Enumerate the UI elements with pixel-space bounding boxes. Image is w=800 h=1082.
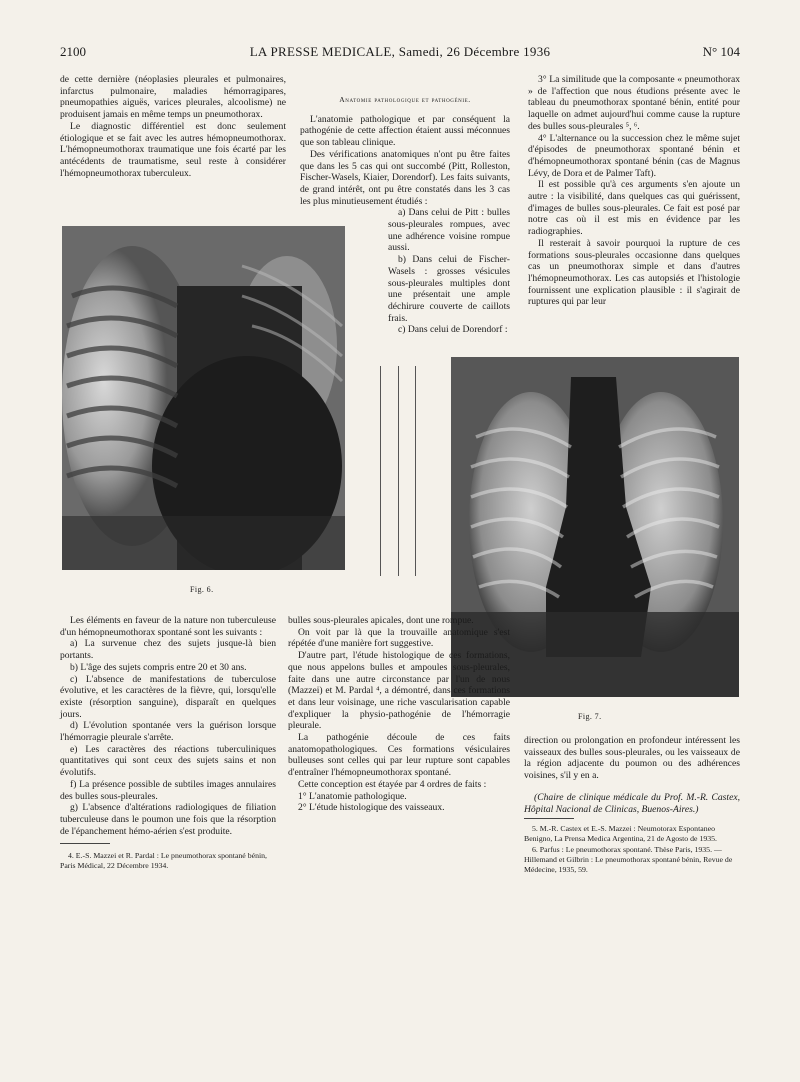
paragraph: La pathogénie découle de ces faits anatomopathologiques. Ces formations vésiculaires bulleuses sont celles qui par leur rupture sont capables d'entraîner l'hémopneumothorax spontané.	[288, 732, 510, 779]
footnote-text: 4. E.-S. Mazzei et R. Pardal : Le pneumothorax spontané bénin, Paris Médical, 22 Décembre 1934.	[60, 851, 267, 870]
column-rule	[415, 366, 416, 576]
footnote-rule	[60, 843, 110, 844]
journal-title: LA PRESSE MEDICALE, Samedi, 26 Décembre 1936	[249, 44, 551, 59]
footnote-text: 6. Parfus : Le pneumothorax spontané. Thèse Paris, 1935. — Hillemand et Gilbrin : Le pneumothorax spontané bénin, Revue de Médecine, 1935, 59.	[524, 845, 733, 874]
list-item: b) L'âge des sujets compris entre 20 et 30 ans.	[70, 661, 247, 673]
paragraph: bulles sous-pleurales apicales, dont une rompue.	[288, 615, 474, 626]
footnote-rule	[524, 818, 574, 819]
list-item: g) L'absence d'altérations radiologiques de filiation tuberculeuse dans le poumon une fois que la résorption de l'épanchement hémo-aérien s'est produite.	[60, 802, 276, 837]
page-number: 2100	[60, 44, 86, 59]
list-item: 2° L'étude histologique des vaisseaux.	[298, 802, 445, 814]
column-1-top	[60, 74, 286, 179]
column-rule	[398, 366, 399, 576]
column-2-bottom	[288, 615, 510, 814]
paragraph: D'autre part, l'étude histologique de ces formations, que nous appelons bulles et ampoules sous-pleurales, faite dans une autre circonstance par l'un de nous (Mazzei) et M. Pardal ⁴, a démontré, dans ces formations et dans leur voisinage, une riche vascularisation capable d'expliquer la physio-pathogénie de l'hémorragie pleurale.	[288, 650, 510, 732]
list-item: a) Dans celui de Pitt : bulles sous-pleurales rompues, avec une adhérence voisine rompue aussi.	[388, 207, 510, 254]
paragraph: Il est possible qu'à ces arguments s'en ajoute un autre : la visibilité, dans quelques cas qui guérissent, d'images de bulles sous-pleurales. Ce fait est posé par notre cas où il est mis en évidence par les radiographies.	[528, 179, 740, 238]
footnote-4	[60, 851, 276, 872]
issue-number: N° 104	[702, 44, 740, 59]
section-title: Anatomie pathologique et pathogénie.	[339, 95, 471, 104]
paragraph: Des vérifications anatomiques n'ont pu être faites que dans les 5 cas qui ont succombé (Pitt, Rolleston, Fischer-Wasels, Kiaier, Dorendorf). Les faits suivants, de grand intérêt, ont pu être constatés dans les 3 cas les plus minutieusement étudiés :	[300, 148, 510, 207]
paragraph: 3° La similitude que la composante « pneumothorax » de l'affection que nous étudions présente avec le tableau du pneumothorax spontané bénin, entité pour laquelle on admet aujourd'hui comme cause la rupture des bulles sous-pleurales ⁵, ⁶.	[528, 74, 740, 132]
list-item: a) La survenue chez des sujets jusque-là bien portants.	[60, 638, 276, 662]
list-item: b) Dans celui de Fischer-Wasels : grosses vésicules sous-pleurales multiples dont une présentait une ample déchirure couverte de caillots frais.	[388, 254, 510, 324]
paragraph: L'anatomie pathologique et par conséquent la pathogénie de cette affection étaient aussi méconnues que son tableau clinique.	[300, 113, 510, 149]
footnotes-5-6	[524, 824, 740, 876]
page-header	[60, 44, 740, 64]
affiliation: (Chaire de clinique médicale du Prof. M.-R. Castex, Hôpital Nacional de Clinicas, Buenos-Aires.)	[524, 791, 740, 815]
xray-figure-6	[62, 226, 345, 570]
list-item: d) L'évolution spontanée vers la guérison lorsque l'hémorragie pleurale s'arrête.	[60, 720, 276, 744]
paragraph: de cette dernière (néoplasies pleurales et pulmonaires, infarctus pulmonaire, maladies hémorragipares, pneumopathies aiguës, varices pleurales, alcoolisme) ne produisent jamais en même temps un pneumothorax.	[60, 74, 286, 121]
list-item: f) La présence possible de subtiles images annulaires des bulles sous-pleurales.	[60, 778, 276, 802]
column-1-bottom	[60, 615, 276, 837]
column-rule	[380, 366, 381, 576]
figure-7-caption: Fig. 7.	[578, 712, 602, 721]
paragraph: Le diagnostic différentiel est donc seulement étiologique et se fait avec les autres hémopneumothorax. L'hémopneumothorax traumatique une fois écarté par les antécédents de traumatisme, seul reste à considérer l'hémopneumothorax tuberculeux.	[60, 120, 286, 179]
list-item: c) L'absence de manifestations de tuberculose évolutive, et les caractères de la fièvre, qui, lorsqu'elle existe (résorption sanguine), disparaît en quelques jours.	[60, 673, 276, 720]
list-item: 1° L'anatomie pathologique.	[298, 790, 407, 802]
column-3-top	[528, 74, 740, 308]
footnote-text: 5. M.-R. Castex et E.-S. Mazzei : Neumotorax Espontaneo Benigno, La Prensa Medica Argentina, 21 de Agosto de 1935.	[524, 824, 718, 843]
paragraph: Cette conception est étayée par 4 ordres de faits :	[298, 778, 487, 790]
paragraph: direction ou prolongation en profondeur intéressent les vaisseaux des bulles sous-pleurales, ou les vaisseaux de la région adjacente du poumon ou des adhérences voisines, s'il y en a.	[524, 735, 740, 782]
list-item: e) Les caractères des réactions tuberculiniques quantitatives qui sont ceux des sujets sains et non évolutifs.	[60, 743, 276, 779]
paragraph: Il resterait à savoir pourquoi la rupture de ces formations sous-pleurales occasionne dans quelques cas un pneumothorax simple et dans d'autres l'hémopneumothorax. Les cas autopsiés et l'histologie fournissent une explication plausible : il s'agirait de ruptures qui par leur	[528, 237, 740, 308]
paragraph: On voit par là que la trouvaille anatomique s'est répétée d'une manière fort suggestive.	[288, 626, 510, 650]
paragraph: 4° L'alternance ou la succession chez le même sujet d'épisodes de pneumothorax spontané bénin et d'hémopneumothorax spontané bénin (cas de Magnus Lévy, de Dora et de Palmer Taft).	[528, 132, 740, 179]
list-item: c) Dans celui de Dorendorf :	[398, 324, 508, 336]
paragraph: Les éléments en faveur de la nature non tuberculeuse d'un hémopneumothorax spontané sont les suivants :	[60, 615, 276, 638]
figure-6-caption: Fig. 6.	[190, 585, 214, 594]
column-3-bottom	[524, 735, 740, 815]
